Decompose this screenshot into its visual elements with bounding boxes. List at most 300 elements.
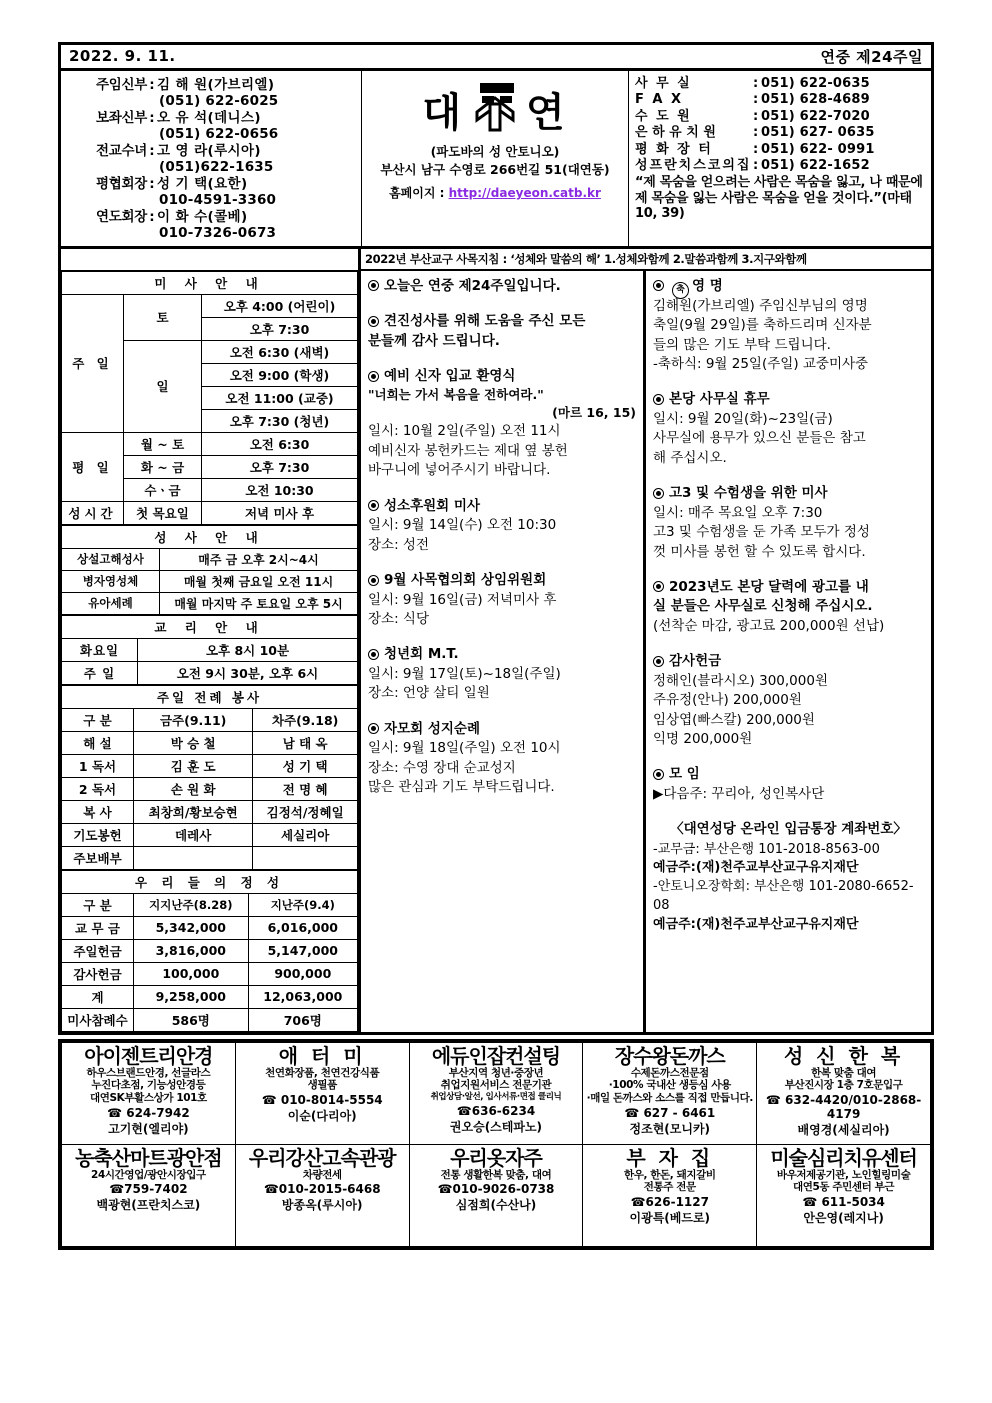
offering-last-week: 900,000 — [248, 962, 357, 985]
mass-day: 첫 목요일 — [124, 501, 202, 524]
mass-time: 오후 7:30 — [202, 455, 358, 478]
offering-label: 계 — [62, 985, 134, 1008]
staff-row — [67, 209, 359, 225]
ad-business-name: 성 신 한 복 — [784, 1043, 904, 1068]
announcement-block — [368, 277, 636, 296]
staff-name: 오 유 석(데니스) — [157, 109, 261, 126]
gospel-verse: “제 목숨을 얻으려는 사람은 목숨을 잃고, 나 때문에 제 목숨을 잃는 사람은 목숨을 얻을 것이다.”(마태 10, 39) — [635, 175, 923, 222]
patron-saint: (파도바의 성 안토니오) — [430, 144, 560, 159]
homepage-label: 홈페이지 : — [389, 186, 445, 200]
offering-table — [61, 870, 358, 1032]
contact-colon: : — [753, 141, 759, 157]
liturgy-header: 금주(9.11) — [134, 708, 253, 731]
announcement-title — [368, 571, 636, 590]
table-row — [62, 592, 358, 614]
ad-phone: ☎626-1127 — [630, 1195, 709, 1210]
table-row — [62, 777, 358, 800]
liturgy-this-week: 최창희/황보승현 — [134, 800, 253, 823]
ad-contact-person: 안은영(레지나) — [803, 1211, 884, 1226]
announcement-title-text: 청년회 M.T. — [384, 646, 459, 663]
mass-schedule-table — [61, 271, 358, 525]
staff-phone: 010-7326-0673 — [159, 225, 277, 242]
offering-label: 주일헌금 — [62, 939, 134, 962]
main-body — [61, 271, 931, 1032]
table-row — [62, 294, 358, 317]
announcement-block — [368, 497, 636, 555]
ad-phone: ☎636-6234 — [456, 1103, 536, 1118]
sacrament-section-title: 성 사 안 내 — [62, 525, 358, 548]
liturgy-next-week — [253, 846, 358, 869]
staff-row — [67, 143, 359, 159]
sacrament-label: 유아세례 — [62, 592, 160, 614]
offering-last-week: 6,016,000 — [248, 916, 357, 939]
mass-day: 월 ~ 토 — [124, 432, 202, 455]
liturgy-service-table — [61, 685, 358, 870]
bullet-icon — [653, 280, 664, 291]
announcement-line: 장소: 수영 장대 순교성지 — [368, 759, 516, 776]
catechism-section-title: 교 리 안 내 — [62, 615, 358, 638]
ads-table — [61, 1042, 931, 1247]
ad-cell[interactable] — [757, 1144, 931, 1246]
contact-number: 051) 622-1652 — [761, 157, 870, 173]
announcement-line: 일시: 9월 18일(주일) 오전 10시 — [368, 740, 561, 757]
announcement-title-text: 자모회 성지순례 — [384, 720, 480, 737]
ad-cell[interactable] — [62, 1042, 236, 1144]
logo-char-1: 대 — [422, 89, 464, 136]
announcements-middle — [361, 271, 646, 1032]
staff-colon: : — [149, 142, 155, 159]
announcement-line: 해 주십시오. — [653, 449, 727, 466]
announcement-line: 일시: 9월 17일(토)~18일(주일) — [368, 665, 561, 682]
table-row — [62, 432, 358, 455]
announcement-title-text: 견진성사를 위해 도움을 주신 모든 — [384, 313, 586, 330]
table-row — [62, 846, 358, 869]
announcement-title-text: 고3 및 수험생을 위한 미사 — [669, 485, 828, 502]
table-row — [62, 638, 358, 661]
announcement-line: 정해인(블라시오) 300,000원 — [653, 672, 828, 689]
homepage-link[interactable]: http://daeyeon.catb.kr — [448, 186, 601, 200]
table-header-row — [62, 893, 358, 916]
guideline-row — [61, 249, 931, 271]
announcement-line: 주유정(안나) 200,000원 — [653, 692, 802, 709]
announcement-line: 일시: 매주 목요일 오후 7:30 — [653, 504, 823, 521]
contact-row — [635, 76, 925, 92]
contact-colon: : — [753, 125, 759, 141]
announcement-title — [653, 652, 924, 671]
staff-name: 고 영 라(루시아) — [157, 142, 261, 159]
table-row — [62, 985, 358, 1008]
mass-time: 오전 10:30 — [202, 478, 358, 501]
ads-row — [62, 1144, 931, 1246]
announcement-line: 예비신자 봉헌카드는 제대 옆 봉헌 — [368, 442, 568, 459]
bullet-icon — [653, 488, 664, 499]
ad-cell[interactable] — [757, 1042, 931, 1144]
contact-number: 051) 627- 0635 — [761, 125, 875, 141]
table-row — [62, 754, 358, 777]
bulletin-date: 2022. 9. 11. — [69, 47, 176, 65]
ad-contact-person: 고기현(엘리야) — [108, 1122, 189, 1137]
sacrament-value: 매월 첫째 금요일 오전 11시 — [160, 570, 358, 592]
announcement-block — [653, 652, 924, 749]
contact-colon: : — [753, 157, 759, 173]
contact-row — [635, 125, 925, 141]
ad-description: 생필품 — [307, 1079, 337, 1092]
ad-cell[interactable] — [409, 1144, 583, 1246]
mass-time: 오전 6:30 (새벽) — [202, 340, 358, 363]
ad-description: 부산지역 청년·중장년 — [448, 1066, 544, 1079]
announcement-line: 임상엽(빠스칼) 200,000원 — [653, 711, 815, 728]
table-row — [62, 501, 358, 524]
ad-phone: ☎ 611-5034 — [802, 1195, 885, 1210]
mass-time: 오전 9:00 (학생) — [202, 363, 358, 386]
mass-group: 주 일 — [62, 294, 124, 432]
ad-business-name: 부 자 집 — [626, 1145, 714, 1170]
offering-prev-week: 100,000 — [134, 962, 249, 985]
liturgy-this-week: 박 승 철 — [134, 731, 253, 754]
liturgy-section-title: 주일 전례 봉사 — [62, 685, 358, 708]
ad-phone: ☎010-9026-0738 — [437, 1182, 555, 1197]
liturgy-role: 해 설 — [62, 731, 134, 754]
ad-description: 대연5동 주민센터 부근 — [793, 1181, 895, 1194]
ad-business-name: 장수왕돈까스 — [614, 1043, 725, 1068]
catechism-value: 오전 9시 30분, 오후 6시 — [138, 661, 358, 684]
liturgy-next-week: 성 기 택 — [253, 754, 358, 777]
staff-role: 보좌신부 — [96, 109, 147, 126]
liturgy-role: 복 사 — [62, 800, 134, 823]
announcement-line: 껏 미사를 봉헌 할 수 있도록 합시다. — [653, 543, 866, 560]
staff-phone: 010-4591-3360 — [159, 192, 277, 209]
liturgy-this-week — [134, 846, 253, 869]
celebration-badge-icon: 축 — [672, 282, 689, 299]
ad-description: 대연SK부활스상가 101호 — [89, 1092, 207, 1105]
announcement-line: 많은 관심과 기도 부탁드립니다. — [368, 779, 555, 795]
ad-contact-person: 방종옥(루시아) — [281, 1198, 363, 1213]
announcement-line: -축하식: 9월 25일(주일) 교중미사중 — [653, 356, 869, 372]
announcement-title-text: 예비 신자 입교 환영식 — [384, 368, 516, 384]
ad-description: 하우스브랜드안경, 선글라스 — [86, 1066, 211, 1079]
offering-label: 미사참례수 — [62, 1008, 134, 1031]
ad-description-small: 취업상담·알선, 입사서류·면접 클리닉 — [430, 1092, 562, 1103]
sacrament-table — [61, 525, 358, 615]
ad-description: 전통 생활한복 맞춤, 대여 — [440, 1168, 552, 1181]
table-row — [62, 962, 358, 985]
announcement-title — [653, 390, 924, 409]
ad-contact-person: 권오승(스테파노) — [449, 1119, 543, 1134]
contact-label: 성프란치스코의집 — [635, 157, 752, 173]
staff-colon: : — [149, 109, 155, 126]
announcement-block — [653, 277, 924, 375]
parish-address: 부산시 남구 수영로 266번길 51(대연동) — [380, 162, 610, 177]
table-row — [62, 548, 358, 570]
sacrament-value: 매주 금 오후 2시~4시 — [160, 548, 358, 570]
offering-header: 구 분 — [62, 893, 134, 916]
announcement-title-cont: 실 분들은 사무실로 신청해 주십시오. — [653, 598, 873, 615]
mass-group: 평 일 — [62, 432, 124, 501]
mass-time: 오후 7:30 (청년) — [202, 409, 358, 432]
announcement-title — [368, 645, 636, 664]
diocese-guideline: 2022년 부산교구 사목지침 : ‘성체와 말씀의 해’ 1.성체와함께 2.말씀과함께 3.지구와함께 — [361, 249, 931, 270]
ad-cell[interactable] — [62, 1144, 236, 1246]
ad-cell[interactable] — [409, 1042, 583, 1144]
offering-label: 감사헌금 — [62, 962, 134, 985]
announcement-title — [653, 765, 924, 784]
announcement-block — [368, 645, 636, 703]
account-line: -교무금: 부산은행 101-2018-8563-00 — [653, 841, 880, 857]
bullet-icon — [653, 769, 664, 780]
ad-cell[interactable] — [583, 1042, 757, 1144]
ad-description: 누진다초점, 기능성안경등 — [91, 1079, 206, 1092]
offering-last-week: 12,063,000 — [248, 985, 357, 1008]
contact-row — [635, 109, 925, 125]
staff-role: 주임신부 — [96, 77, 147, 93]
liturgy-role: 기도봉헌 — [62, 823, 134, 846]
ad-description: 취업지원서비스 전문기관 — [440, 1079, 552, 1092]
ad-business-name: 우리강산고속관광 — [248, 1145, 396, 1170]
ad-description: 한복 맞춤 대여 — [811, 1066, 877, 1079]
announcement-block — [653, 765, 924, 804]
catechism-table — [61, 615, 358, 685]
contact-colon: : — [753, 92, 759, 108]
announcement-line: 사무실에 용무가 있으신 분들은 참고 — [653, 430, 866, 447]
account-line: 예금주:(재)천주교부산교구유지재단 — [653, 916, 859, 932]
staff-colon: : — [149, 175, 155, 192]
liturgy-this-week: 데레사 — [134, 823, 253, 846]
table-row — [62, 916, 358, 939]
announcement-line: 장소: 성전 — [368, 536, 430, 553]
bulletin-frame — [58, 42, 934, 1035]
table-row — [62, 1008, 358, 1031]
contact-label: 평 화 장 터 — [635, 141, 713, 157]
announcement-block — [653, 484, 924, 562]
staff-row — [67, 110, 359, 126]
table-row — [62, 570, 358, 592]
liturgy-this-week: 손 원 화 — [134, 777, 253, 800]
ad-contact-person: 배영경(세실리아) — [797, 1123, 890, 1138]
contact-row — [635, 142, 925, 158]
staff-row — [67, 77, 359, 93]
staff-name: 김 해 원(가브리엘) — [157, 77, 275, 93]
contact-number: 051) 622- 0991 — [761, 141, 875, 157]
staff-phone: (051)622-1635 — [159, 159, 274, 176]
ad-description: 한우, 한돈, 돼지갈비 — [623, 1168, 716, 1181]
liturgy-role: 1 독서 — [62, 754, 134, 777]
staff-colon: : — [149, 77, 155, 93]
announcement-title-text: 9월 사목협의회 상임위원회 — [384, 572, 547, 589]
sacrament-label: 상설고해성사 — [62, 548, 160, 570]
ad-description: 수제돈까스전문점 — [630, 1066, 709, 1079]
bullet-icon — [368, 575, 379, 586]
liturgy-role: 주보배부 — [62, 846, 134, 869]
ad-phone: ☎ 627 - 6461 — [624, 1106, 716, 1121]
staff-role: 평협회장 — [96, 175, 147, 192]
announcement-line: 김해원(가브리엘) 주임신부님의 영명 — [653, 297, 868, 314]
announcement-title — [368, 720, 636, 739]
announcement-line: ▶다음주: 꾸리아, 성인복사단 — [653, 785, 825, 802]
liturgy-header: 구 분 — [62, 708, 134, 731]
announcement-title-text: 모 임 — [669, 766, 700, 783]
ads-row — [62, 1042, 931, 1144]
bullet-icon — [653, 656, 664, 667]
mass-day: 일 — [124, 340, 202, 432]
bullet-icon — [368, 280, 379, 291]
staff-colon: : — [149, 208, 155, 225]
contact-row — [635, 92, 925, 108]
announcement-line: 일시: 9월 20일(화)~23일(금) — [653, 410, 833, 427]
announcement-line: 일시: 9월 16일(금) 저녁미사 후 — [368, 591, 557, 608]
announcement-line: 축일(9월 29일)를 축하드리며 신자분 — [653, 317, 872, 334]
offering-last-week: 706명 — [248, 1008, 357, 1031]
mass-time: 저녁 미사 후 — [202, 501, 358, 524]
announcement-title — [653, 484, 924, 503]
announcement-block — [653, 578, 924, 636]
ad-contact-person: 정조현(모니카) — [629, 1122, 711, 1137]
bullet-icon — [653, 581, 664, 592]
staff-row — [67, 176, 359, 192]
announcement-title — [368, 312, 636, 331]
mass-day: 수ㆍ금 — [124, 478, 202, 501]
schedule-column — [61, 271, 361, 1032]
parish-logo-text — [422, 80, 567, 138]
announcement-title — [368, 367, 636, 386]
mass-day: 화 ~ 금 — [124, 455, 202, 478]
liturgy-header: 차주(9.18) — [253, 708, 358, 731]
contact-directory — [629, 71, 931, 246]
ad-business-name: 애 터 미 — [278, 1043, 366, 1068]
table-row — [62, 939, 358, 962]
ad-description: 천연화장품, 천연건강식품 — [265, 1066, 380, 1079]
ad-business-name: 미술심리치유센터 — [770, 1145, 917, 1170]
offering-header: 지지난주(8.28) — [134, 893, 249, 916]
bullet-icon — [653, 394, 664, 405]
offering-label: 교 무 금 — [62, 916, 134, 939]
ad-description: 부산진시장 1층 7호문입구 — [784, 1079, 903, 1092]
announcement-title-text: 축 영 명 — [669, 277, 723, 297]
contact-number: 051) 622-0635 — [761, 76, 870, 91]
announcement-title — [368, 277, 636, 296]
contact-row — [635, 158, 925, 174]
offering-prev-week: 9,258,000 — [134, 985, 249, 1008]
logo-char-2: 연 — [526, 89, 568, 136]
mass-time: 오전 6:30 — [202, 432, 358, 455]
ad-description: ·매일 돈까스와 소스를 직접 만듭니다. — [586, 1092, 753, 1105]
announcement-block — [368, 312, 636, 351]
announcement-line: 일시: 9월 14일(수) 오전 10:30 — [368, 517, 557, 534]
offering-last-week: 5,147,000 — [248, 939, 357, 962]
staff-role: 전교수녀 — [96, 142, 147, 159]
announcement-block — [368, 367, 636, 481]
announcement-title-text: 본당 사무실 휴무 — [669, 391, 770, 408]
staff-role: 연도회장 — [96, 208, 147, 225]
announcement-title — [653, 578, 924, 597]
announcement-scripture-ref: (마르 16, 15) — [552, 405, 636, 421]
table-row — [62, 731, 358, 754]
contact-label: F A X — [635, 92, 684, 108]
staff-phone: (051) 622-6025 — [159, 93, 279, 110]
table-row — [62, 823, 358, 846]
liturgy-this-week: 김 훈 도 — [134, 754, 253, 777]
ad-phone: ☎ 010-8014-5554 — [261, 1093, 383, 1108]
ad-description: 24시간영업/광안시장입구 — [91, 1168, 206, 1181]
contact-colon: : — [753, 76, 759, 91]
announcement-line: 바구니에 넣어주시기 바랍니다. — [368, 462, 551, 479]
catechism-value: 오후 8시 10분 — [138, 638, 358, 661]
ad-description: 바우저제공기관, 노인힐링미술 — [776, 1168, 911, 1181]
announcement-title — [653, 277, 924, 297]
account-info — [653, 820, 924, 934]
ad-phone: ☎ 624-7942 — [107, 1106, 190, 1121]
offering-prev-week: 5,342,000 — [134, 916, 249, 939]
cross-emblem-icon — [466, 80, 524, 138]
catechism-label: 화요일 — [62, 638, 138, 661]
ad-business-name: 우리옷자주 — [450, 1145, 542, 1170]
ad-business-name: 아이젠트리안경 — [84, 1043, 213, 1068]
liturgy-next-week: 김정석/정혜일 — [253, 800, 358, 823]
mass-time: 오후 4:00 (어린이) — [202, 294, 358, 317]
announcement-quote: "너희는 가서 복음을 전하여라." — [368, 387, 544, 403]
ad-cell[interactable] — [235, 1144, 409, 1246]
liturgy-role: 2 독서 — [62, 777, 134, 800]
announcement-line: 고3 및 수험생을 둔 가족 모두가 정성 — [653, 524, 870, 541]
contact-number: 051) 622-7020 — [761, 108, 870, 124]
homepage-row — [366, 184, 624, 201]
mass-section-title: 미 사 안 내 — [62, 271, 358, 294]
ad-description: 차량전세 — [302, 1168, 342, 1181]
staff-name: 이 화 수(콜베) — [157, 208, 248, 225]
account-line: -안토니오장학회: 부산은행 101-2080-6652-08 — [653, 879, 914, 913]
ad-phone: ☎ 632-4420/010-2868-4179 — [765, 1093, 922, 1122]
announcement-line: (선착순 마감, 광고료 200,000원 선납) — [653, 617, 885, 634]
announcement-title-text: 2023년도 본당 달력에 광고를 내 — [669, 578, 869, 595]
staff-phone: (051) 622-0656 — [159, 126, 279, 143]
liturgy-next-week: 남 태 옥 — [253, 731, 358, 754]
mass-group: 성시간 — [62, 501, 124, 524]
staff-directory — [61, 71, 361, 246]
ad-cell[interactable] — [235, 1042, 409, 1144]
announcement-title-text: 성소후원회 미사 — [384, 497, 480, 514]
mass-day: 토 — [124, 294, 202, 340]
announcement-block — [653, 390, 924, 468]
account-title: 〈대연성당 온라인 입금통장 계좌번호〉 — [670, 821, 907, 838]
sacrament-label: 병자영성체 — [62, 570, 160, 592]
bullet-icon — [368, 500, 379, 511]
announcement-title — [368, 497, 636, 516]
account-line: 예금주:(재)천주교부산교구유지재단 — [653, 860, 859, 876]
ad-business-name: 에듀인잡컨설팅 — [431, 1043, 561, 1068]
table-row — [62, 800, 358, 823]
announcement-line: 일시: 10월 2일(주일) 오전 11시 — [368, 423, 561, 440]
announcement-line: 장소: 언양 살티 일원 — [368, 685, 490, 702]
offering-header: 지난주(9.4) — [248, 893, 357, 916]
announcement-block — [368, 720, 636, 798]
ad-contact-person: 백광현(프란치스코) — [96, 1198, 201, 1213]
ad-contact-person: 이순(다리아) — [287, 1109, 357, 1124]
contact-number: 051) 628-4689 — [761, 92, 870, 108]
sacrament-value: 매월 마지막 주 토요일 오후 5시 — [160, 592, 358, 614]
ad-cell[interactable] — [583, 1144, 757, 1246]
parish-logo — [366, 77, 624, 141]
announcement-title-text: 감사헌금 — [669, 653, 722, 670]
announcement-line: 장소: 식당 — [368, 610, 430, 627]
offering-section-title: 우 리 들 의 정 성 — [62, 870, 358, 893]
liturgy-next-week: 전 명 혜 — [253, 777, 358, 800]
bullet-icon — [368, 316, 379, 327]
ad-contact-person: 심점희(수산나) — [455, 1198, 537, 1213]
header-row — [61, 71, 931, 249]
bullet-icon — [368, 723, 379, 734]
advertisement-section — [58, 1039, 934, 1250]
table-row — [62, 661, 358, 684]
ad-contact-person: 이광특(베드로) — [629, 1211, 711, 1226]
